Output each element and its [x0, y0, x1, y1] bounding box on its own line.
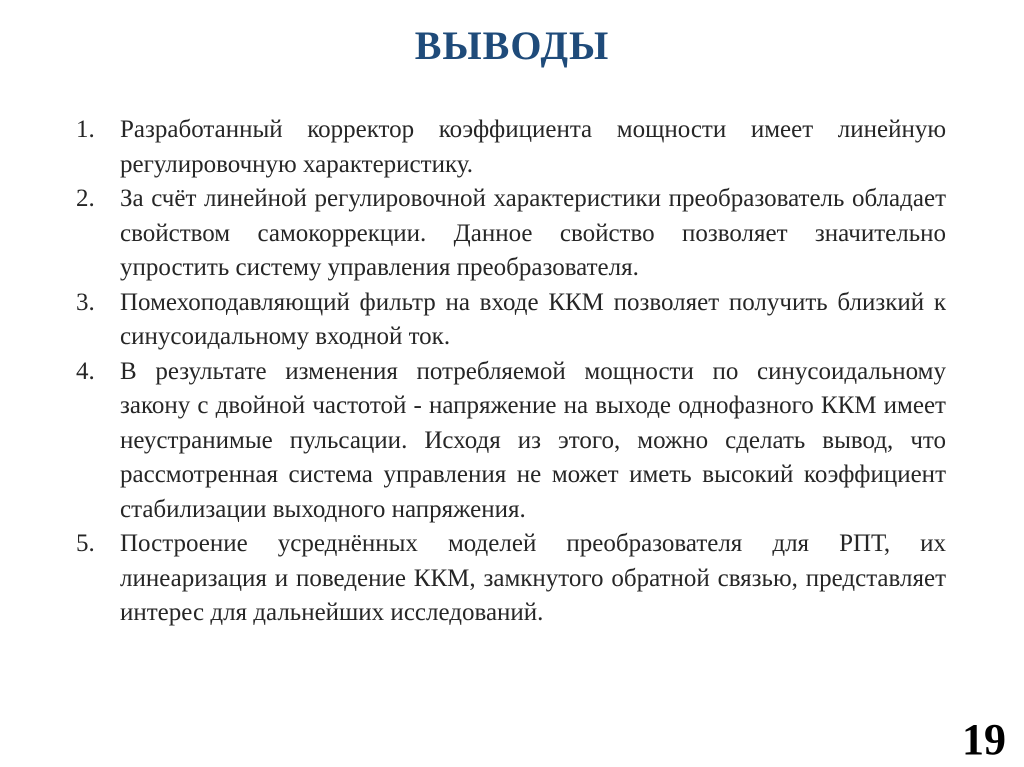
item-text: За счёт линейной регулировочной характеристики преобразователь обладает свойством самокоррекции. Данное свойство позволяет значительно упростить систему управления преобразователя. — [120, 185, 946, 281]
page-number: 19 — [962, 715, 1006, 764]
list-item — [76, 113, 946, 182]
list-item — [76, 286, 946, 355]
list-item — [76, 527, 946, 631]
item-number: 1. — [76, 116, 95, 143]
list-item — [76, 355, 946, 528]
list-item — [76, 182, 946, 286]
item-number: 5. — [76, 530, 95, 557]
item-number: 4. — [76, 357, 95, 385]
item-number: 3. — [76, 288, 95, 316]
slide-title: ВЫВОДЫ — [414, 23, 610, 68]
item-text: В результате изменения потребляемой мощности по синусоидальному закону с двойной частотой - напряжение на выходе однофазного ККМ имеет неустранимые пульсации. Исходя из этого, можно сделать вывод, что рассмотренная система управления не может иметь высокий коэффициент стабилизации выходного напряжения. — [120, 357, 946, 523]
item-text: Разработанный корректор коэффициента мощности имеет линейную регулировочную характеристику. — [120, 116, 946, 178]
item-text: Построение усреднённых моделей преобразователя для РПТ, их линеаризация и поведение ККМ, замкнутого обратной связью, представляет интерес для дальнейших исследований. — [120, 530, 946, 626]
conclusions-list — [76, 113, 946, 631]
item-number: 2. — [76, 185, 95, 212]
item-text: Помехоподавляющий фильтр на входе ККМ позволяет получить близкий к синусоидальному входной ток. — [120, 288, 946, 350]
